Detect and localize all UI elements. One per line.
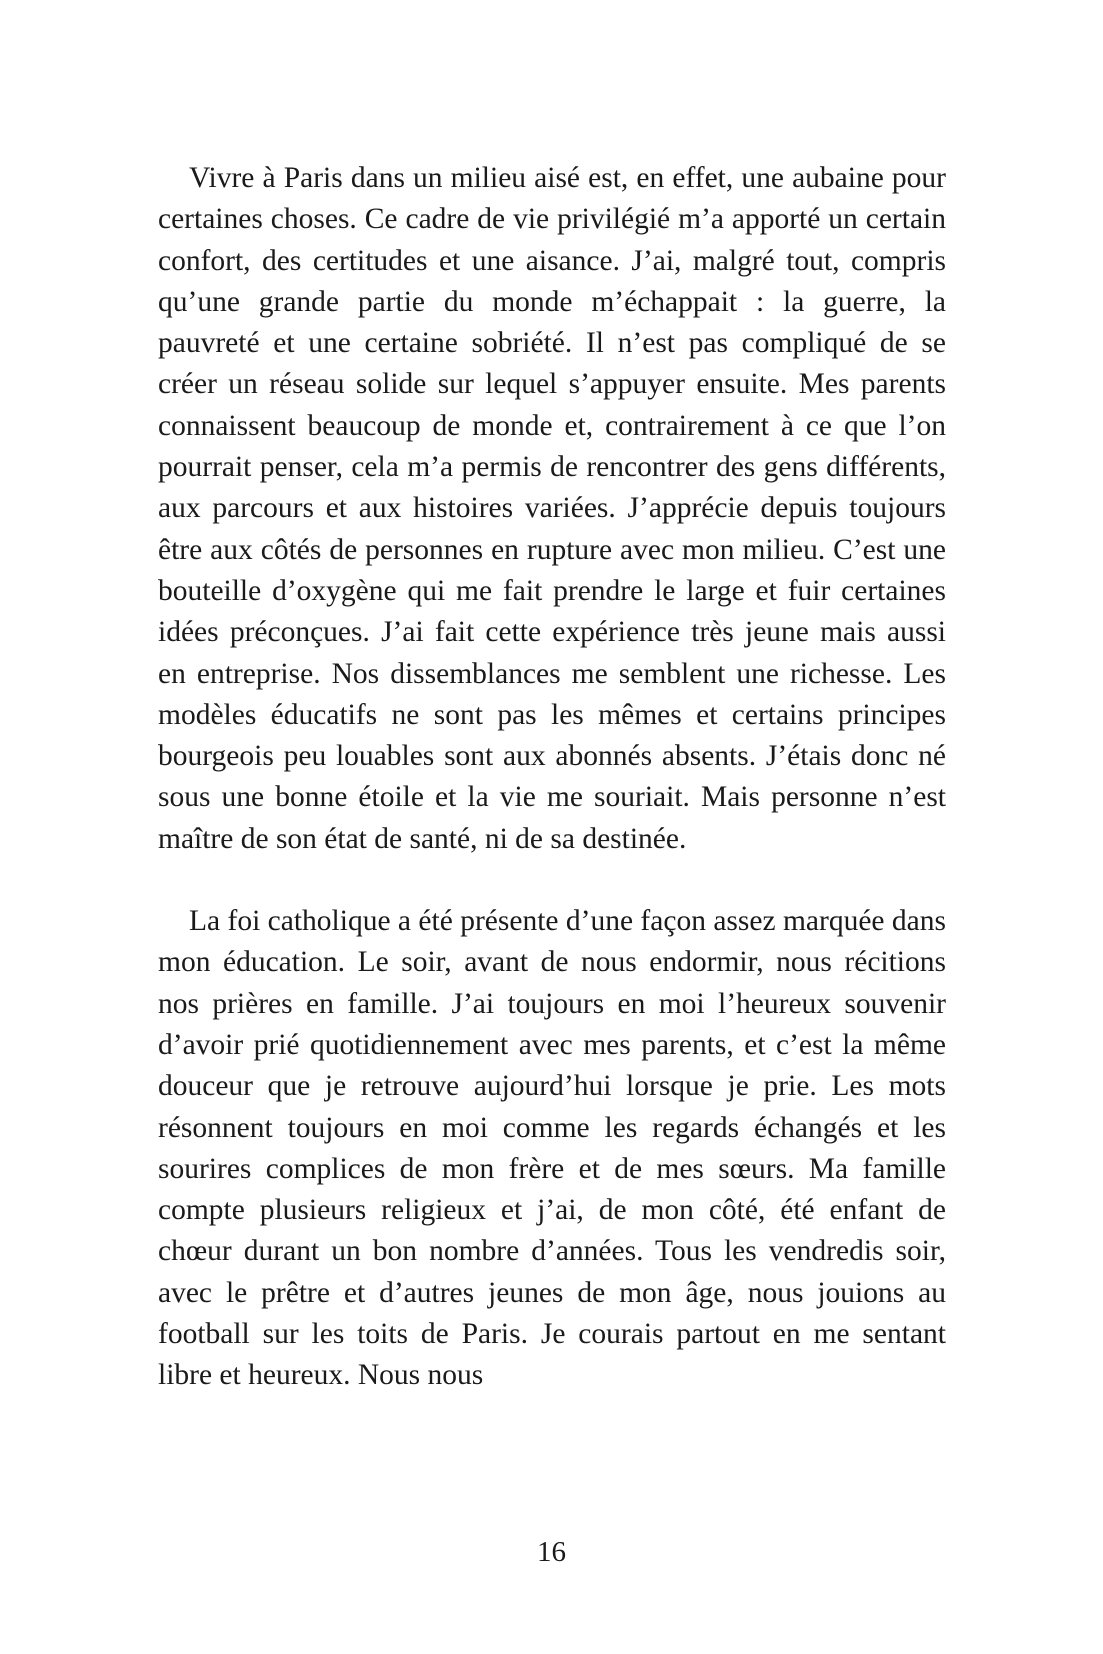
body-text (158, 158, 946, 1397)
page-number: 16 (537, 1536, 566, 1568)
paragraph-1: Vivre à Paris dans un milieu aisé est, en effet, une aubaine pour certaines choses. Ce cadre de vie privilégié m’a apporté un certain confort, des certitudes et une aisance. J’ai, malgré tout, compris qu’une grande partie du monde m’échappait : la guerre, la pauvreté et une certaine sobriété. Il n’est pas compliqué de se créer un réseau solide sur lequel s’appuyer ensuite. Mes parents connaissent beaucoup de monde et, contrairement à ce que l’on pourrait penser, cela m’a permis de rencontrer des gens différents, aux parcours et aux histoires variées. J’apprécie depuis toujours être aux côtés de personnes en rupture avec mon milieu. C’est une bouteille d’oxygène qui me fait prendre le large et fuir certaines idées préconçues. J’ai fait cette expérience très jeune mais aussi en entreprise. Nos dissemblances me semblent une richesse. Les modèles éducatifs ne sont pas les mêmes et certains principes bourgeois peu louables sont aux abonnés absents. J’étais donc né sous une bonne étoile et la vie me souriait. Mais personne n’est maître de son état de santé, ni de sa destinée. (158, 162, 946, 855)
paragraph-2: La foi catholique a été présente d’une façon assez marquée dans mon éducation. Le soir, avant de nous endormir, nous récitions nos prières en famille. J’ai toujours en moi l’heureux souvenir d’avoir prié quotidiennement avec mes parents, et c’est la même douceur que je retrouve aujourd’hui lorsque je prie. Les mots résonnent toujours en moi comme les regards échangés et les sourires complices de mon frère et de mes sœurs. Ma famille compte plusieurs religieux et j’ai, de mon côté, été enfant de chœur durant un bon nombre d’années. Tous les vendredis soir, avec le prêtre et d’autres jeunes de mon âge, nous jouions au football sur les toits de Paris. Je courais partout en me sentant libre et heureux. Nous nous (158, 905, 946, 1392)
